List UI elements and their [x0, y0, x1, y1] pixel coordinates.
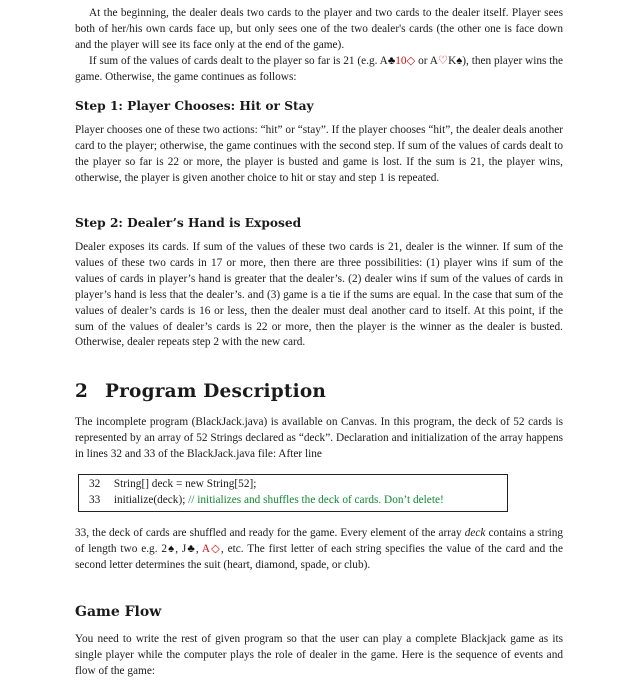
spade-suit-icon: ♠ — [167, 542, 176, 555]
step1-paragraph: Player chooses one of these two actions: “hit” or “stay”. If the player chooses “hit”, the dealer deals another card to the player; otherwise, the game continues with the second step. If sum of the values of cards dealt to the player so far is 22 or more, the player is busted and game is lost. If the sum is 21, the player wins, otherwise, the player is given another choice to hit or stay and step 1 is repeated. — [75, 124, 563, 184]
ex3-value: A — [201, 542, 211, 555]
section2-paragraph-2: 33, the deck of cards are shuffled and ready for the game. Every element of the array deck contains a string of length two e.g. 2♠, J♣, A◇, etc. The first letter of each string specifies the value of the card and the second letter determines the suit (heart, diamond, spade, or club). — [75, 527, 564, 571]
section-heading — [75, 381, 563, 402]
intro-paragraph-1: At the beginning, the dealer deals two cards to the player and two cards to the dealer itself. Player sees both of her/his own cards face up, but only sees one of the two dealer's cards (the other one is face down and the player will see its face only at the end of the game). — [75, 7, 563, 51]
section2-intro-block — [75, 415, 563, 463]
club-suit-icon: ♣ — [186, 542, 196, 555]
ex2-value: J — [181, 542, 187, 555]
step1-block — [75, 123, 563, 187]
line-number: 33 — [89, 494, 101, 506]
intro-paragraph-2 — [75, 54, 563, 86]
code-text: String[] deck = new String[52]; — [113, 478, 257, 490]
p2-mid: contains a string of length two e.g. — [75, 527, 564, 555]
club-suit-icon: ♣ — [387, 54, 396, 67]
step2-heading-wrap — [75, 216, 563, 230]
or-text: or — [418, 54, 428, 67]
section2-heading-wrap — [75, 381, 563, 402]
intro-p2-text: If sum of the values of cards dealt to the player so far is 21 (e.g. — [89, 54, 378, 67]
ex1-value: 2 — [161, 542, 168, 555]
heart-suit-icon: ♡ — [437, 54, 449, 67]
gameflow-heading: Game Flow — [75, 604, 162, 620]
code-comment: // initializes and shuffles the deck of cards. Don’t delete! — [188, 494, 444, 506]
step2-block — [75, 240, 563, 351]
step2-heading: Step 2: Dealer’s Hand is Exposed — [75, 216, 302, 230]
step2-paragraph: Dealer exposes its cards. If sum of the values of these two cards is 21, dealer is the winner. If sum of the values of these two cards in 17 or more, then there are three possibilities: (1) player wins if sum of the values of cards in player’s hand is greater that the dealer’s. (2) dealer wins if sum of the values of cards in player’s hand is less that the dealer’s. and (3) game is a tie if the sums are equal. In the case that sum of the values of dealer’s cards is 16 or less, then the dealer must deal another card to itself. At this point, if the sum of the values of dealer’s cards is 22 or more, then the player is the winner as the dealer is busted. Otherwise, dealer repeats step 2 with the new card. — [75, 241, 563, 349]
deck-italic: deck — [464, 527, 486, 539]
gameflow-paragraph: You need to write the rest of given program so that the user can play a complete Blackjack game as its single player while the computer plays the role of dealer in the game. Here is the sequence of events and flow of the game: — [75, 633, 563, 677]
card-ace-text: A — [379, 54, 388, 67]
code-line-33 — [89, 492, 507, 508]
intro-p2-tail: ), then player wins the game. Otherwise, the game continues as follows: — [75, 54, 564, 83]
step1-heading-wrap — [75, 99, 563, 113]
section-number: 2 — [75, 381, 89, 402]
diamond-suit-icon: ◇ — [210, 542, 221, 555]
gameflow-heading-wrap — [75, 604, 563, 620]
section-title: Program Description — [105, 381, 327, 402]
gameflow-block — [75, 632, 563, 680]
code-line-32 — [89, 476, 507, 492]
code-listing — [78, 474, 508, 512]
spade-suit-icon: ♠ — [456, 54, 463, 67]
card-ace-text-2: A — [429, 54, 438, 67]
section2-body-block — [75, 526, 563, 574]
code-text: initialize(deck); — [113, 494, 186, 506]
p2-text: 33, the deck of cards are shuffled and ready for the game. Every element of the array — [75, 527, 462, 539]
card-ten-text: 10 — [395, 54, 407, 67]
section2-paragraph-1: The incomplete program (BlackJack.java) is available on Canvas. In this program, the deck of 52 cards is represented by an array of 52 Strings declared as “deck”. Declaration and initialization of the array happens in lines 32 and 33 of the BlackJack.java file: After line — [75, 416, 563, 460]
intro-block — [75, 6, 563, 86]
p2-tail: , etc. The first letter of each string specifies the value of the card and the second letter determines the suit (heart, diamond, spade, or club). — [75, 542, 563, 571]
diamond-suit-icon: ◇ — [406, 54, 416, 67]
card-king-text: K — [448, 54, 457, 67]
line-number: 32 — [89, 478, 101, 490]
step1-heading: Step 1: Player Chooses: Hit or Stay — [75, 99, 314, 113]
